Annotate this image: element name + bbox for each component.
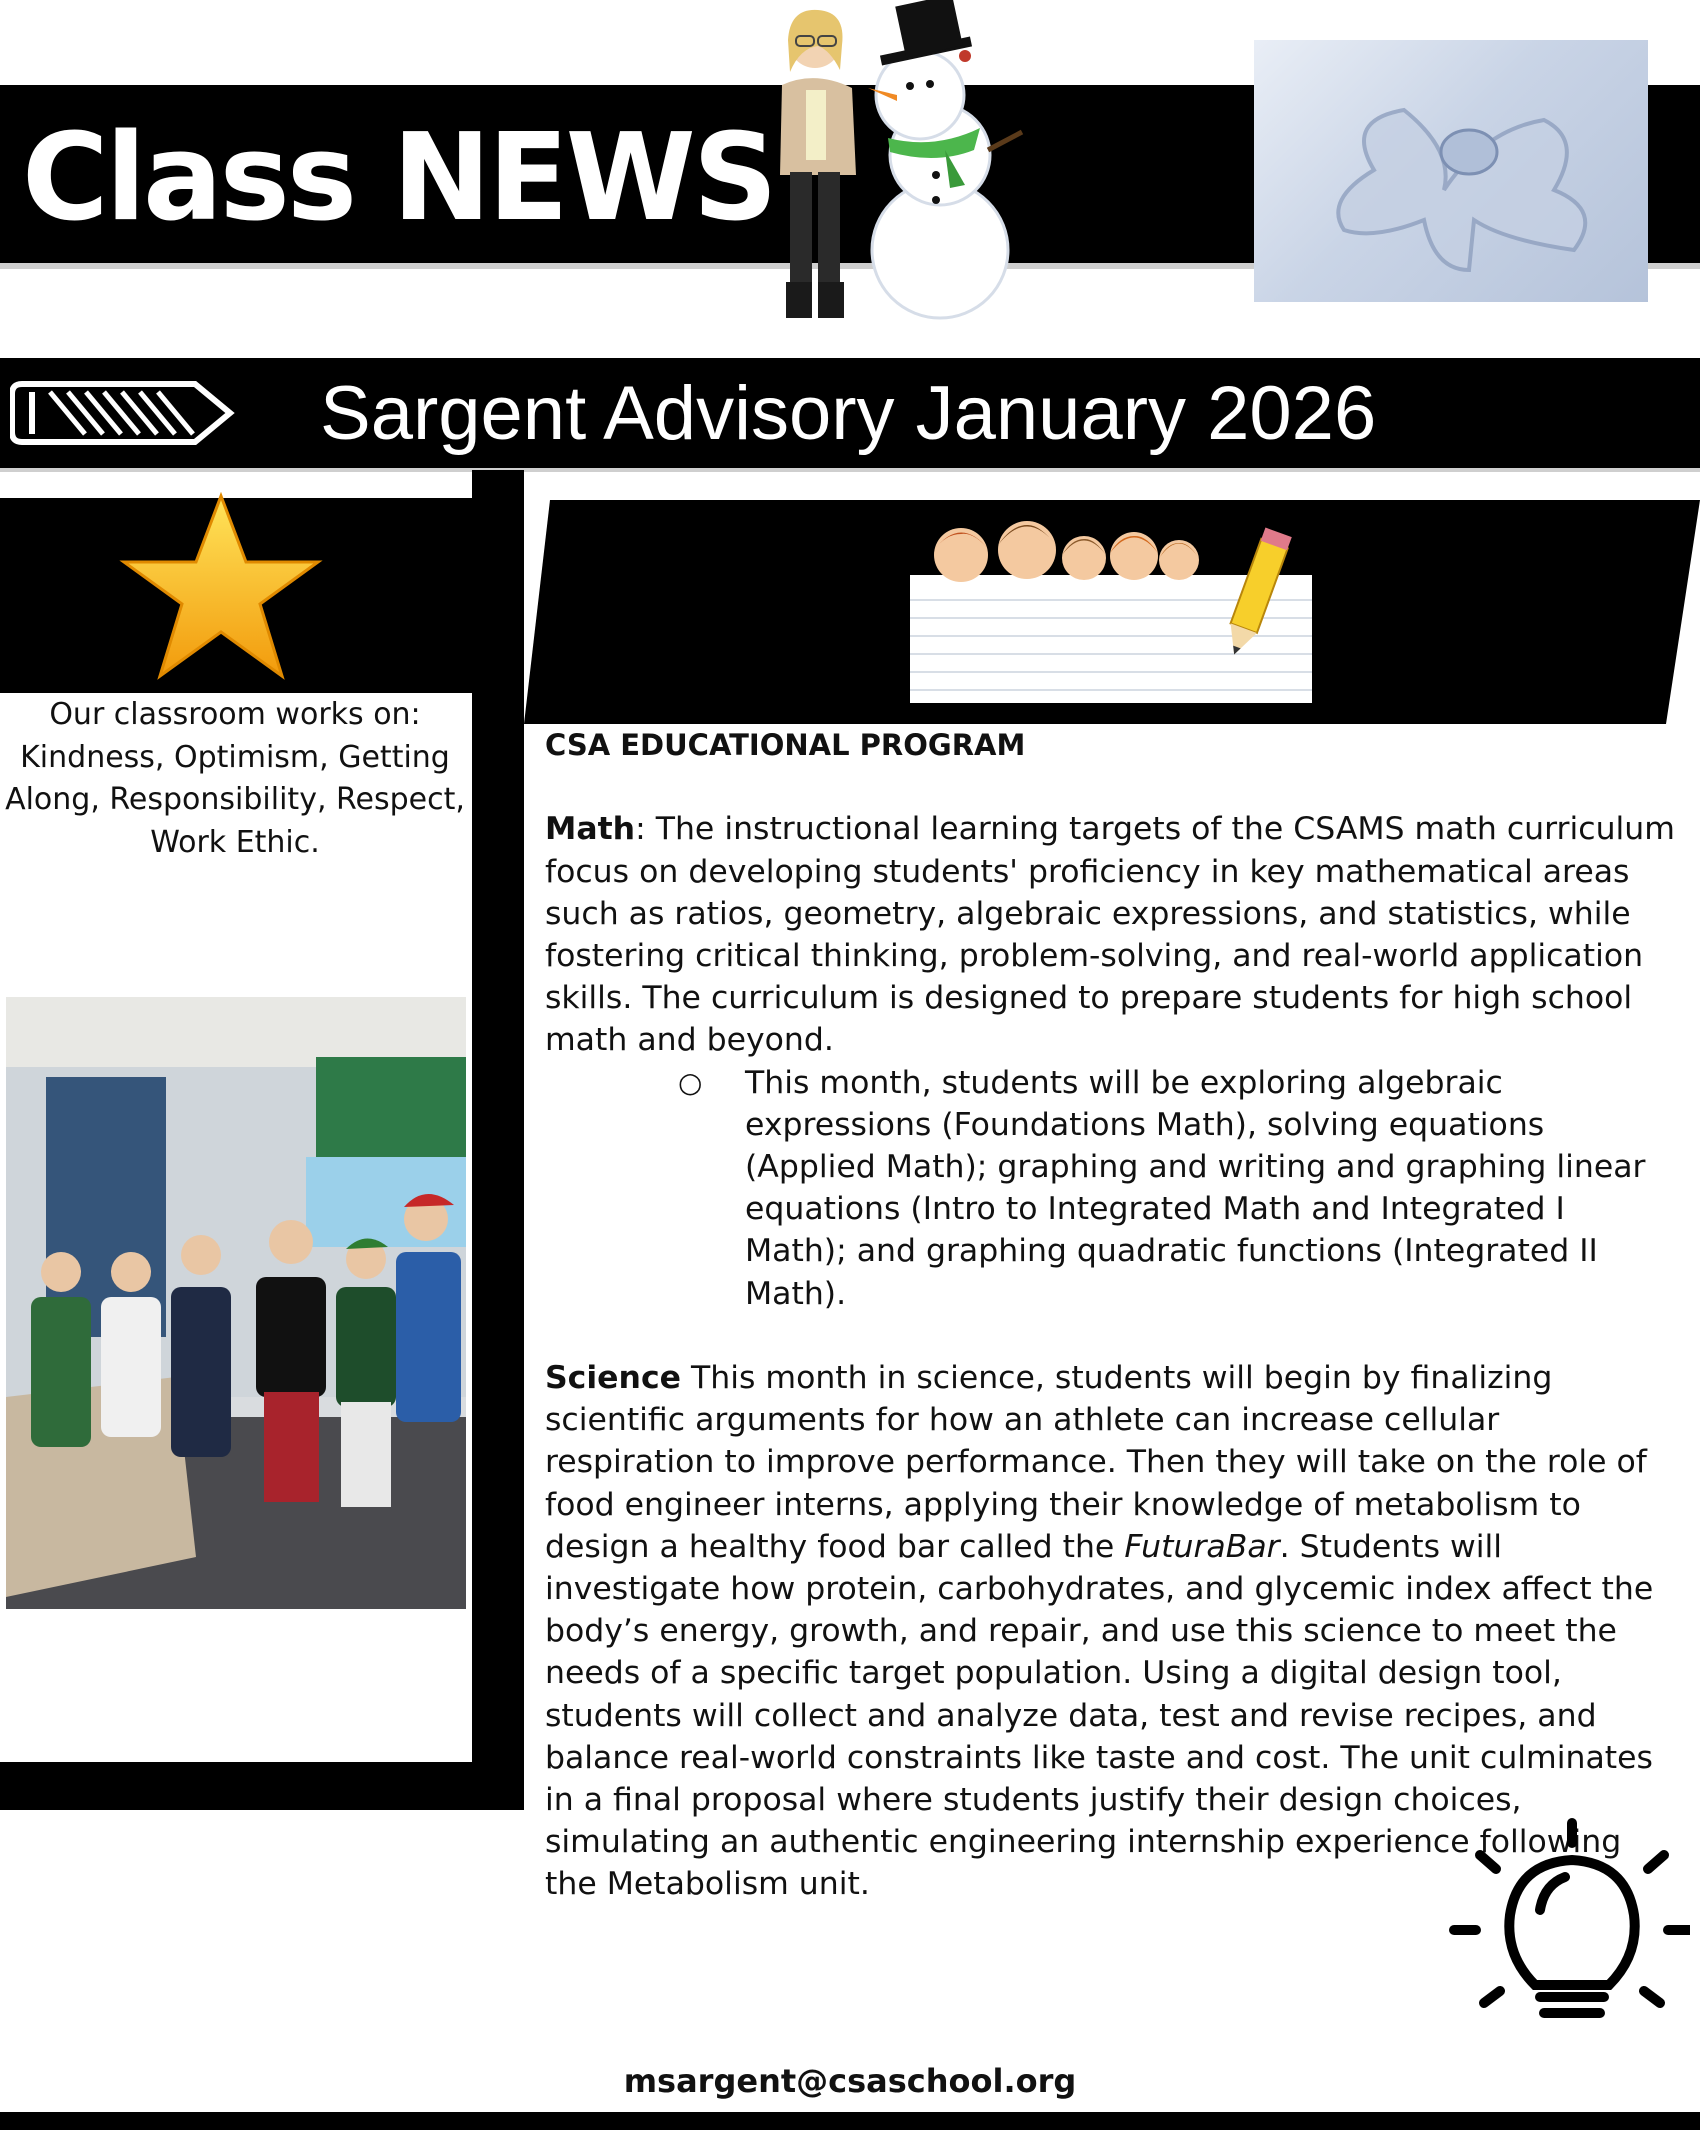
bottom-rule <box>0 2112 1700 2130</box>
snow-angel-photo <box>1254 40 1648 302</box>
program-content <box>545 724 1675 1906</box>
science-label: Science <box>545 1360 681 1397</box>
science-italic-term: FuturaBar <box>1124 1528 1280 1565</box>
program-heading: CSA EDUCATIONAL PROGRAM <box>545 728 1026 762</box>
math-text: : The instructional learning targets of the CSAMS math curriculum focus on developing students' proficiency in key mathematical areas such as ratios, geometry, algebraic expressions, and statistics, while fostering critical thinking, problem-solving, and real-world application skills. The curriculum is designed to prepare students for high school math and beyond. <box>545 811 1675 1059</box>
star-icon <box>118 492 324 682</box>
newsletter-title: Sargent Advisory January 2026 <box>320 371 1377 456</box>
kids-banner <box>524 500 1700 726</box>
class-photo <box>6 997 466 1609</box>
class-news-title: Class NEWS <box>22 106 775 248</box>
math-label: Math <box>545 811 636 848</box>
sidebar-footer-block <box>0 1762 524 1810</box>
column-divider <box>472 470 524 1810</box>
contact-email[interactable]: msargent@csaschool.org <box>623 2062 1077 2100</box>
science-text-1: This month in science, students will begin by finalizing scientific arguments for how an athlete can increase cellular respiration to improve performance. Then they will take on the role of food engineer interns, applying their knowledge of metabolism to design a healthy food bar called the <box>545 1360 1647 1565</box>
lightbulb-icon <box>1440 1815 1690 2025</box>
title-band-shadow <box>0 468 1700 472</box>
teacher-snowman-clipart <box>760 0 1030 330</box>
math-paragraph <box>545 808 1675 1061</box>
bullet-marker: ○ <box>678 1065 703 1099</box>
pencil-icon <box>10 378 235 448</box>
science-text-2: . Students will investigate how protein, carbohydrates, and glycemic index affect the body’s energy, growth, and repair, and use this science to meet the needs of a specific target population. Using a digital design tool, students will collect and analyze data, test and revise recipes, and balance real-world constraints like taste and cost. The unit culminates in a final proposal where students justify their design choices, simulating an authentic engineering internship experience following the Metabolism unit. <box>545 1528 1654 1903</box>
math-bullet-item <box>545 1062 1675 1315</box>
classroom-values-text: Our classroom works on: Kindness, Optimism, Getting Along, Responsibility, Respect, Work Ethic. <box>5 697 465 860</box>
math-bullet-text: This month, students will be exploring algebraic expressions (Foundations Math), solving equations (Applied Math); graphing and writing and graphing linear equations (Intro to Integrated Math and Integrated I Math); and graphing quadratic functions (Integrated II Math). <box>745 1064 1646 1312</box>
